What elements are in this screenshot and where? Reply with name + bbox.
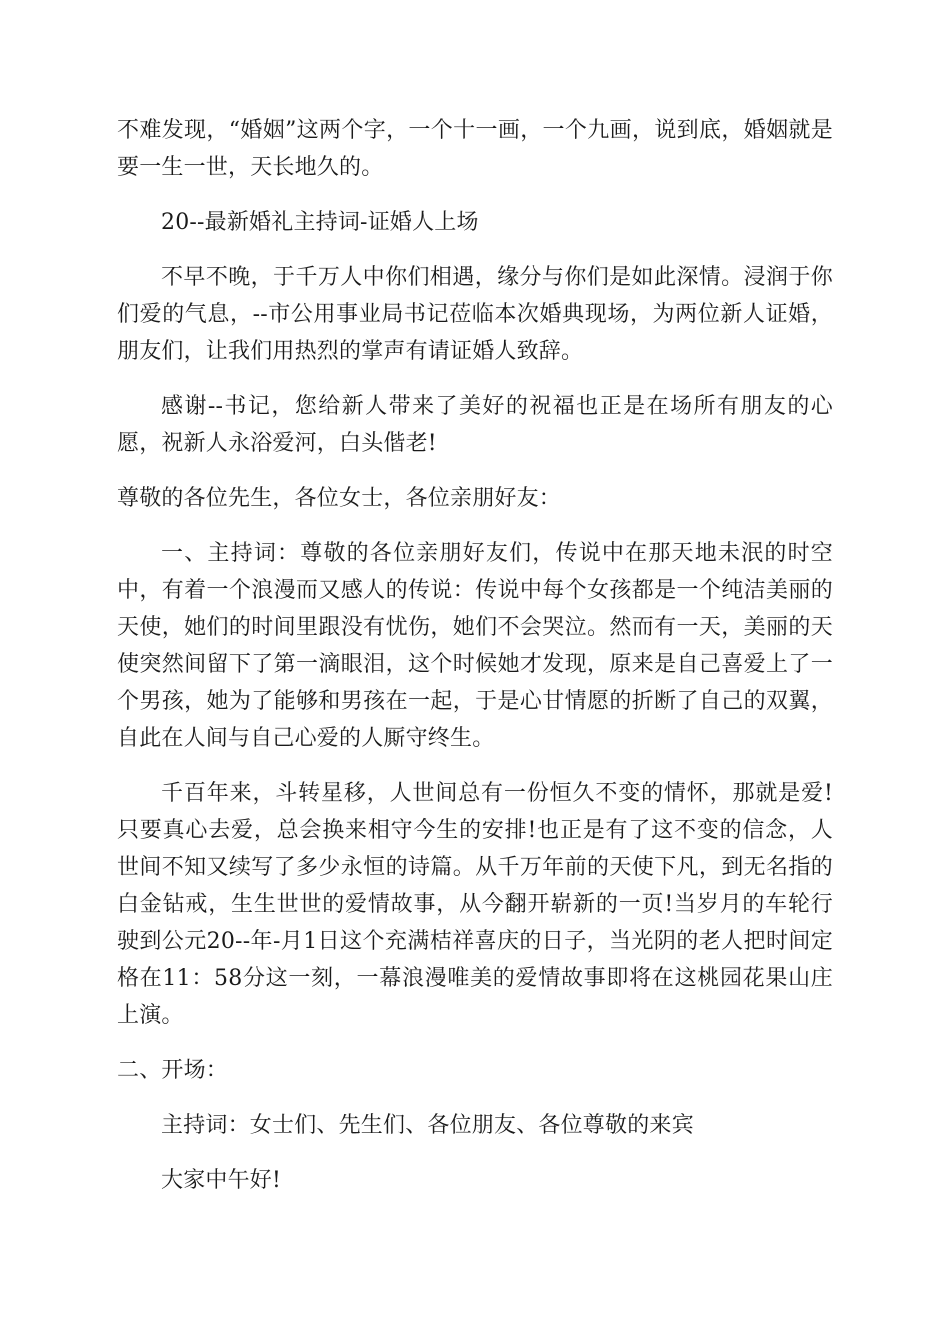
- paragraph-3: 不早不晚，于千万人中你们相遇，缘分与你们是如此深情。浸润于你们爱的气息，--市公用事业局书记莅临本次婚典现场，为两位新人证婚，朋友们，让我们用热烈的掌声有请证婚人致辞。: [117, 265, 833, 364]
- document-body: [117, 112, 833, 1217]
- paragraph-5-greeting: 尊敬的各位先生，各位女士，各位亲朋好友：: [117, 486, 562, 511]
- paragraph-8-heading: 二、开场：: [117, 1058, 229, 1083]
- paragraph-6: 一、主持词：尊敬的各位亲朋好友们，传说中在那天地未泯的时空中，有着一个浪漫而又感人的传说：传说中每个女孩都是一个纯洁美丽的天使，她们的时间里跟没有忧伤，她们不会哭泣。然而有一天，美丽的天使突然间留下了第一滴眼泪，这个时候她才发现，原来是自己喜爱上了一个男孩，她为了能够和男孩在一起，于是心甘情愿的折断了自己的双翼，自此在人间与自己心爱的人厮守终生。: [117, 541, 833, 751]
- paragraph-1: 不难发现，“婚姻”这两个字，一个十一画，一个九画，说到底，婚姻就是要一生一世，天长地久的。: [117, 118, 833, 180]
- paragraph-2-section-title: 20--最新婚礼主持词-证婚人上场: [161, 210, 479, 235]
- paragraph-4: 感谢--书记，您给新人带来了美好的祝福也正是在场所有朋友的心愿，祝新人永浴爱河，白头偕老!: [117, 394, 833, 456]
- paragraph-10: 大家中午好!: [161, 1168, 282, 1193]
- paragraph-7: 千百年来，斗转星移，人世间总有一份恒久不变的情怀，那就是爱!只要真心去爱，总会换来相守今生的安排!也正是有了这不变的信念，人世间不知又续写了多少永恒的诗篇。从千万年前的天使下凡，到无名指的白金钻戒，生生世世的爱情故事，从今翻开崭新的一页!当岁月的车轮行驶到公元20--年-月1日这个充满桔祥喜庆的日子，当光阴的老人把时间定格在11：58分这一刻，一幕浪漫唯美的爱情故事即将在这桃园花果山庄上演。: [117, 781, 833, 1028]
- paragraph-9: 主持词：女士们、先生们、各位朋友、各位尊敬的来宾: [161, 1113, 694, 1138]
